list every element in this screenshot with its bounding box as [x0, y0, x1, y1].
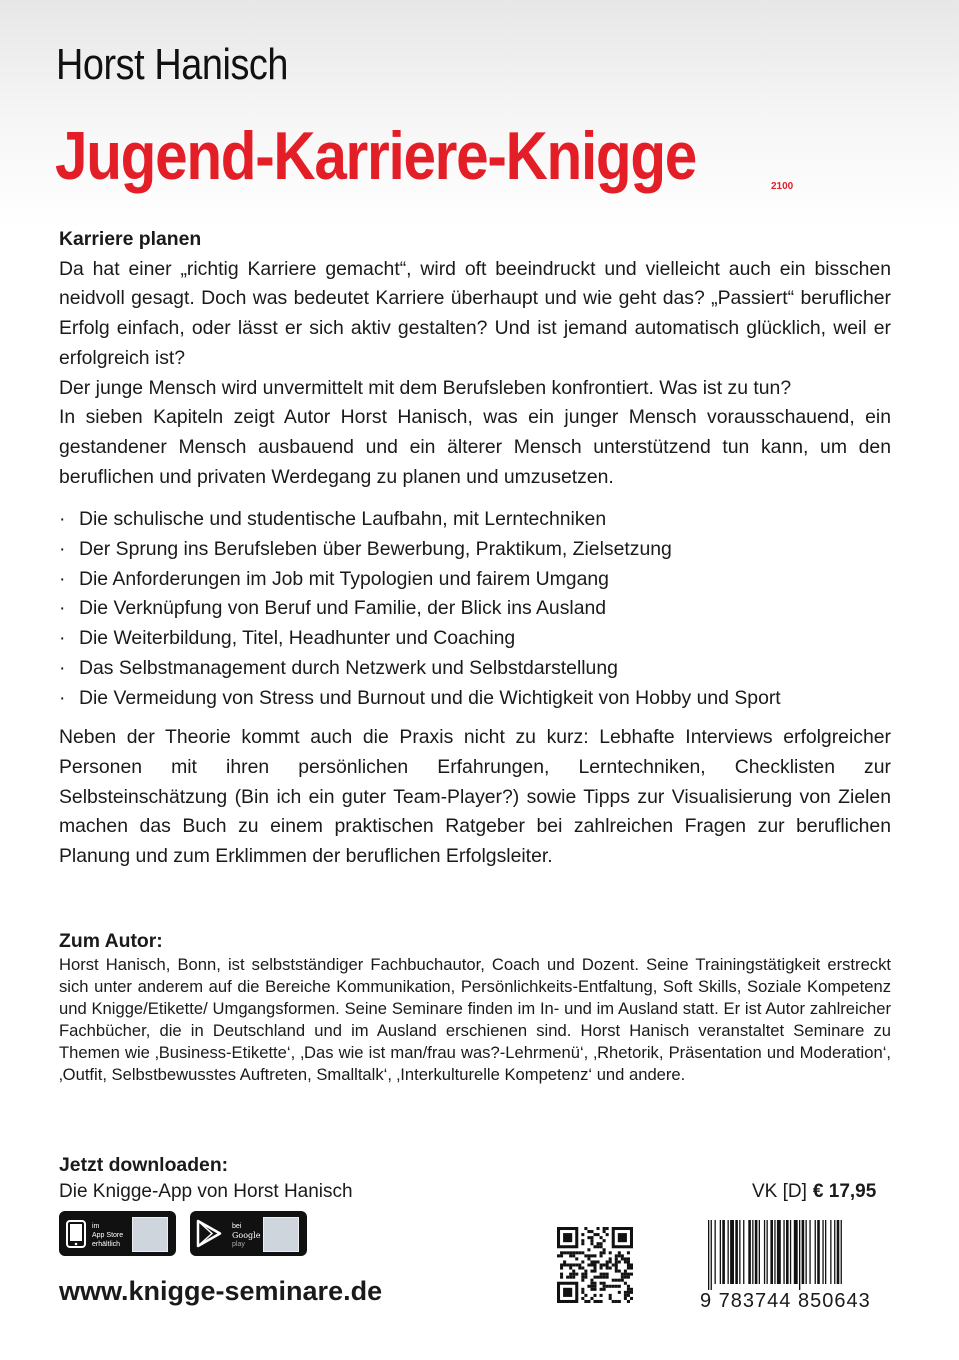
intro-section — [59, 225, 891, 872]
isbn-number: 9 783744 850643 — [700, 1290, 871, 1312]
chapter-list — [59, 505, 891, 713]
about-author-section — [59, 928, 891, 1086]
list-item: · Die Anforderungen im Job mit Typologien und fairem Umgang — [59, 565, 891, 595]
list-item: · Die schulische und studentische Laufbahn, mit Lerntechniken — [59, 505, 891, 535]
play-icon — [196, 1219, 222, 1248]
isbn-barcode — [706, 1220, 889, 1290]
book-title: Jugend-Karriere-Knigge — [55, 118, 697, 194]
bullet-marker: · — [59, 538, 66, 561]
intro-outro: Neben der Theorie kommt auch die Praxis nicht zu kurz: Lebhafte Interviews erfolgreicher Personen mit ihren persönlichen Erfahrungen, Lerntechniken, Checklisten zur Selbsteinschätzung (Bin ich ein guter Team-Player?) sowie Tipps zur Visualisierung von Zielen machen das Buch zu einem praktischen Ratgeber bei zahlreichen Fragen zur beruflichen Planung und zum Erklimmen der beruflichen Erfolgsleiter. — [59, 726, 891, 868]
phone-icon — [66, 1220, 86, 1248]
google-play-label: bei Google play — [232, 1223, 261, 1248]
price-value: € 17,95 — [812, 1181, 877, 1202]
list-item: · Der Sprung ins Berufsleben über Bewerbung, Praktikum, Zielsetzung — [59, 535, 891, 565]
app-store-badge[interactable] — [59, 1211, 176, 1256]
website-url[interactable]: www.knigge-seminare.de — [59, 1276, 383, 1306]
about-heading: Zum Autor: — [59, 930, 163, 952]
bullet-marker: · — [59, 686, 66, 709]
badge-qr-icon — [132, 1217, 168, 1252]
intro-heading: Karriere planen — [59, 228, 202, 250]
price — [752, 1181, 876, 1203]
intro-paragraph-3: In sieben Kapiteln zeigt Autor Horst Hanisch, was ein junger Mensch vorausschauend, ein gestandener Mensch ausbauend und ein älterer Mensch unterstützend tun kann, um den beruflichen und privaten Werdegang zu planen und umzusetzen. — [59, 406, 891, 488]
bullet-marker: · — [59, 508, 66, 531]
list-item: · Das Selbstmanagement durch Netzwerk und Selbstdarstellung — [59, 654, 891, 684]
about-text: Horst Hanisch, Bonn, ist selbstständiger Fachbuchautor, Coach und Dozent. Seine Trainingstätigkeit erstreckt sich unter anderem auf die Bereiche Kommunikation, Persönlichkeits-Entfaltung, Soft Skills, Soziale Kompetenz und Knigge/Etikette/ Umgangsformen. Seine Seminare finden im In- und im Ausland statt. Er ist Autor zahlreicher Fachbücher, die in Deutschland und im Ausland erschienen sind. Horst Hanisch veranstaltet Seminare zu Themen wie ‚Business-Etikette‘, ‚Das wie ist man/frau was?-Lehrmenü‘, ‚Rhetorik, Präsentation und Moderation‘, ‚Outfit, Selbstbewusstes Auftreten, Smalltalk‘, ‚Interkulturelle Kompetenz‘ und andere. — [59, 955, 891, 1084]
bullet-marker: · — [59, 567, 66, 590]
bullet-marker: · — [59, 656, 66, 679]
list-item: · Die Vermeidung von Stress und Burnout und die Wichtigkeit von Hobby und Sport — [59, 684, 891, 714]
price-label: VK [D] — [752, 1181, 807, 1202]
bullet-marker: · — [59, 627, 66, 650]
download-text: Die Knigge-App von Horst Hanisch — [59, 1181, 353, 1202]
list-item: · Die Verknüpfung von Beruf und Familie, der Blick ins Ausland — [59, 594, 891, 624]
app-store-label: im App Store erhältlich — [92, 1223, 124, 1248]
list-item: · Die Weiterbildung, Titel, Headhunter und Coaching — [59, 624, 891, 654]
intro-paragraph-2: Der junge Mensch wird unvermittelt mit dem Berufsleben konfrontiert. Was ist zu tun? — [59, 376, 792, 399]
intro-paragraph-1: Da hat einer „richtig Karriere gemacht“, wird oft beeindruckt und vielleicht auch ein bisschen neidvoll gesagt. Doch was bedeutet Karriere überhaupt und wie geht das? „Passiert“ beruflicher Erfolg einfach, oder lässt er sich aktiv gestalten? Und ist jemand automatisch glücklich, weil er erfolgreich ist? — [59, 257, 891, 369]
download-heading: Jetzt downloaden: — [59, 1154, 229, 1176]
qr-code — [557, 1227, 633, 1303]
series-code: 2100 — [771, 181, 794, 192]
book-author: Horst Hanisch — [56, 40, 289, 89]
google-play-badge[interactable] — [190, 1211, 307, 1256]
bullet-marker: · — [59, 597, 66, 620]
badge-qr-icon — [263, 1217, 299, 1252]
